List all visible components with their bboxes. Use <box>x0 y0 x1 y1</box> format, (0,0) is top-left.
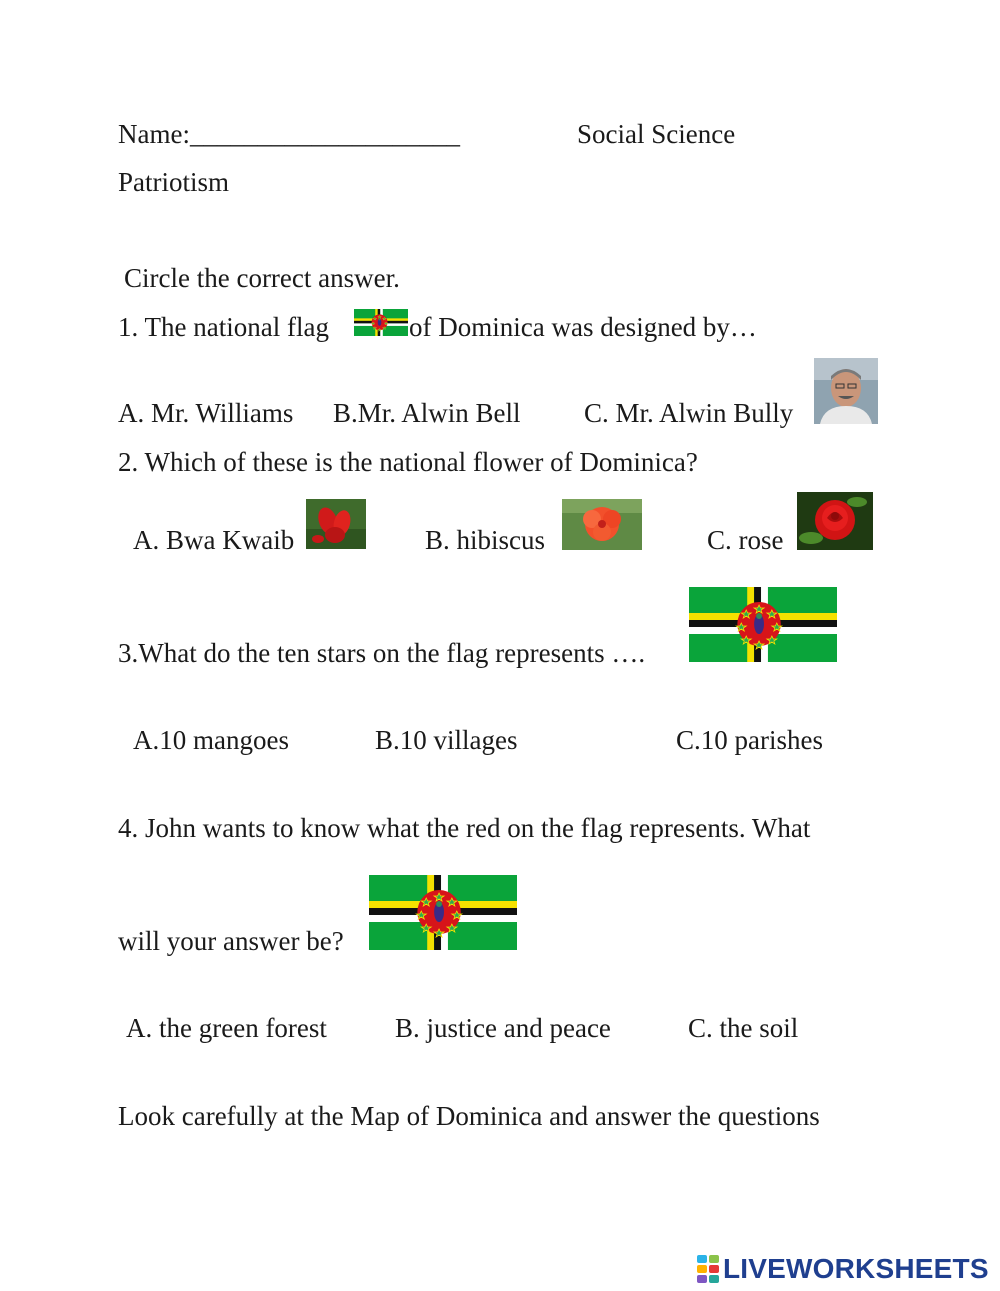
question-3-text: 3.What do the ten stars on the flag represents …. <box>118 638 646 668</box>
liveworksheets-logo-icon <box>697 1255 719 1283</box>
q1-option-b[interactable]: B.Mr. Alwin Bell <box>333 398 521 428</box>
liveworksheets-logo[interactable] <box>697 1252 989 1286</box>
q1-option-a[interactable]: A. Mr. Williams <box>118 398 294 428</box>
dominica-flag-icon <box>369 875 517 950</box>
portrait-photo <box>814 358 878 424</box>
brand-name: LIVEWORKSHEETS <box>723 1253 989 1284</box>
question-1-text-continued: of Dominica was designed by… <box>409 312 757 342</box>
instruction-text: Circle the correct answer. <box>124 263 400 293</box>
question-2-text: 2. Which of these is the national flower of Dominica? <box>118 447 698 477</box>
question-1-text: 1. The national flag <box>118 312 329 342</box>
dominica-flag-icon <box>354 309 408 336</box>
q3-option-c[interactable]: C.10 parishes <box>676 725 823 755</box>
q2-option-a[interactable]: A. Bwa Kwaib <box>133 525 295 555</box>
q3-option-a[interactable]: A.10 mangoes <box>133 725 289 755</box>
subject-title: Social Science <box>577 119 736 149</box>
map-instruction-text: Look carefully at the Map of Dominica and answer the questions <box>118 1101 820 1131</box>
q2-option-b[interactable]: B. hibiscus <box>425 525 546 555</box>
topic-title: Patriotism <box>118 167 230 197</box>
q3-option-b[interactable]: B.10 villages <box>375 725 518 755</box>
hibiscus-flower-image <box>562 499 642 550</box>
rose-flower-image <box>797 492 873 550</box>
q4-option-a[interactable]: A. the green forest <box>126 1013 327 1043</box>
q4-option-c[interactable]: C. the soil <box>688 1013 799 1043</box>
question-4-text-continued: will your answer be? <box>118 926 344 956</box>
name-field-label[interactable]: Name:____________________ <box>118 119 460 149</box>
q1-option-c[interactable]: C. Mr. Alwin Bully <box>584 398 794 428</box>
bwa-kwaib-flower-image <box>306 499 366 549</box>
q2-option-c[interactable]: C. rose <box>707 525 784 555</box>
q4-option-b[interactable]: B. justice and peace <box>395 1013 611 1043</box>
question-4-text: 4. John wants to know what the red on the flag represents. What <box>118 813 811 843</box>
dominica-flag-icon <box>689 587 837 662</box>
